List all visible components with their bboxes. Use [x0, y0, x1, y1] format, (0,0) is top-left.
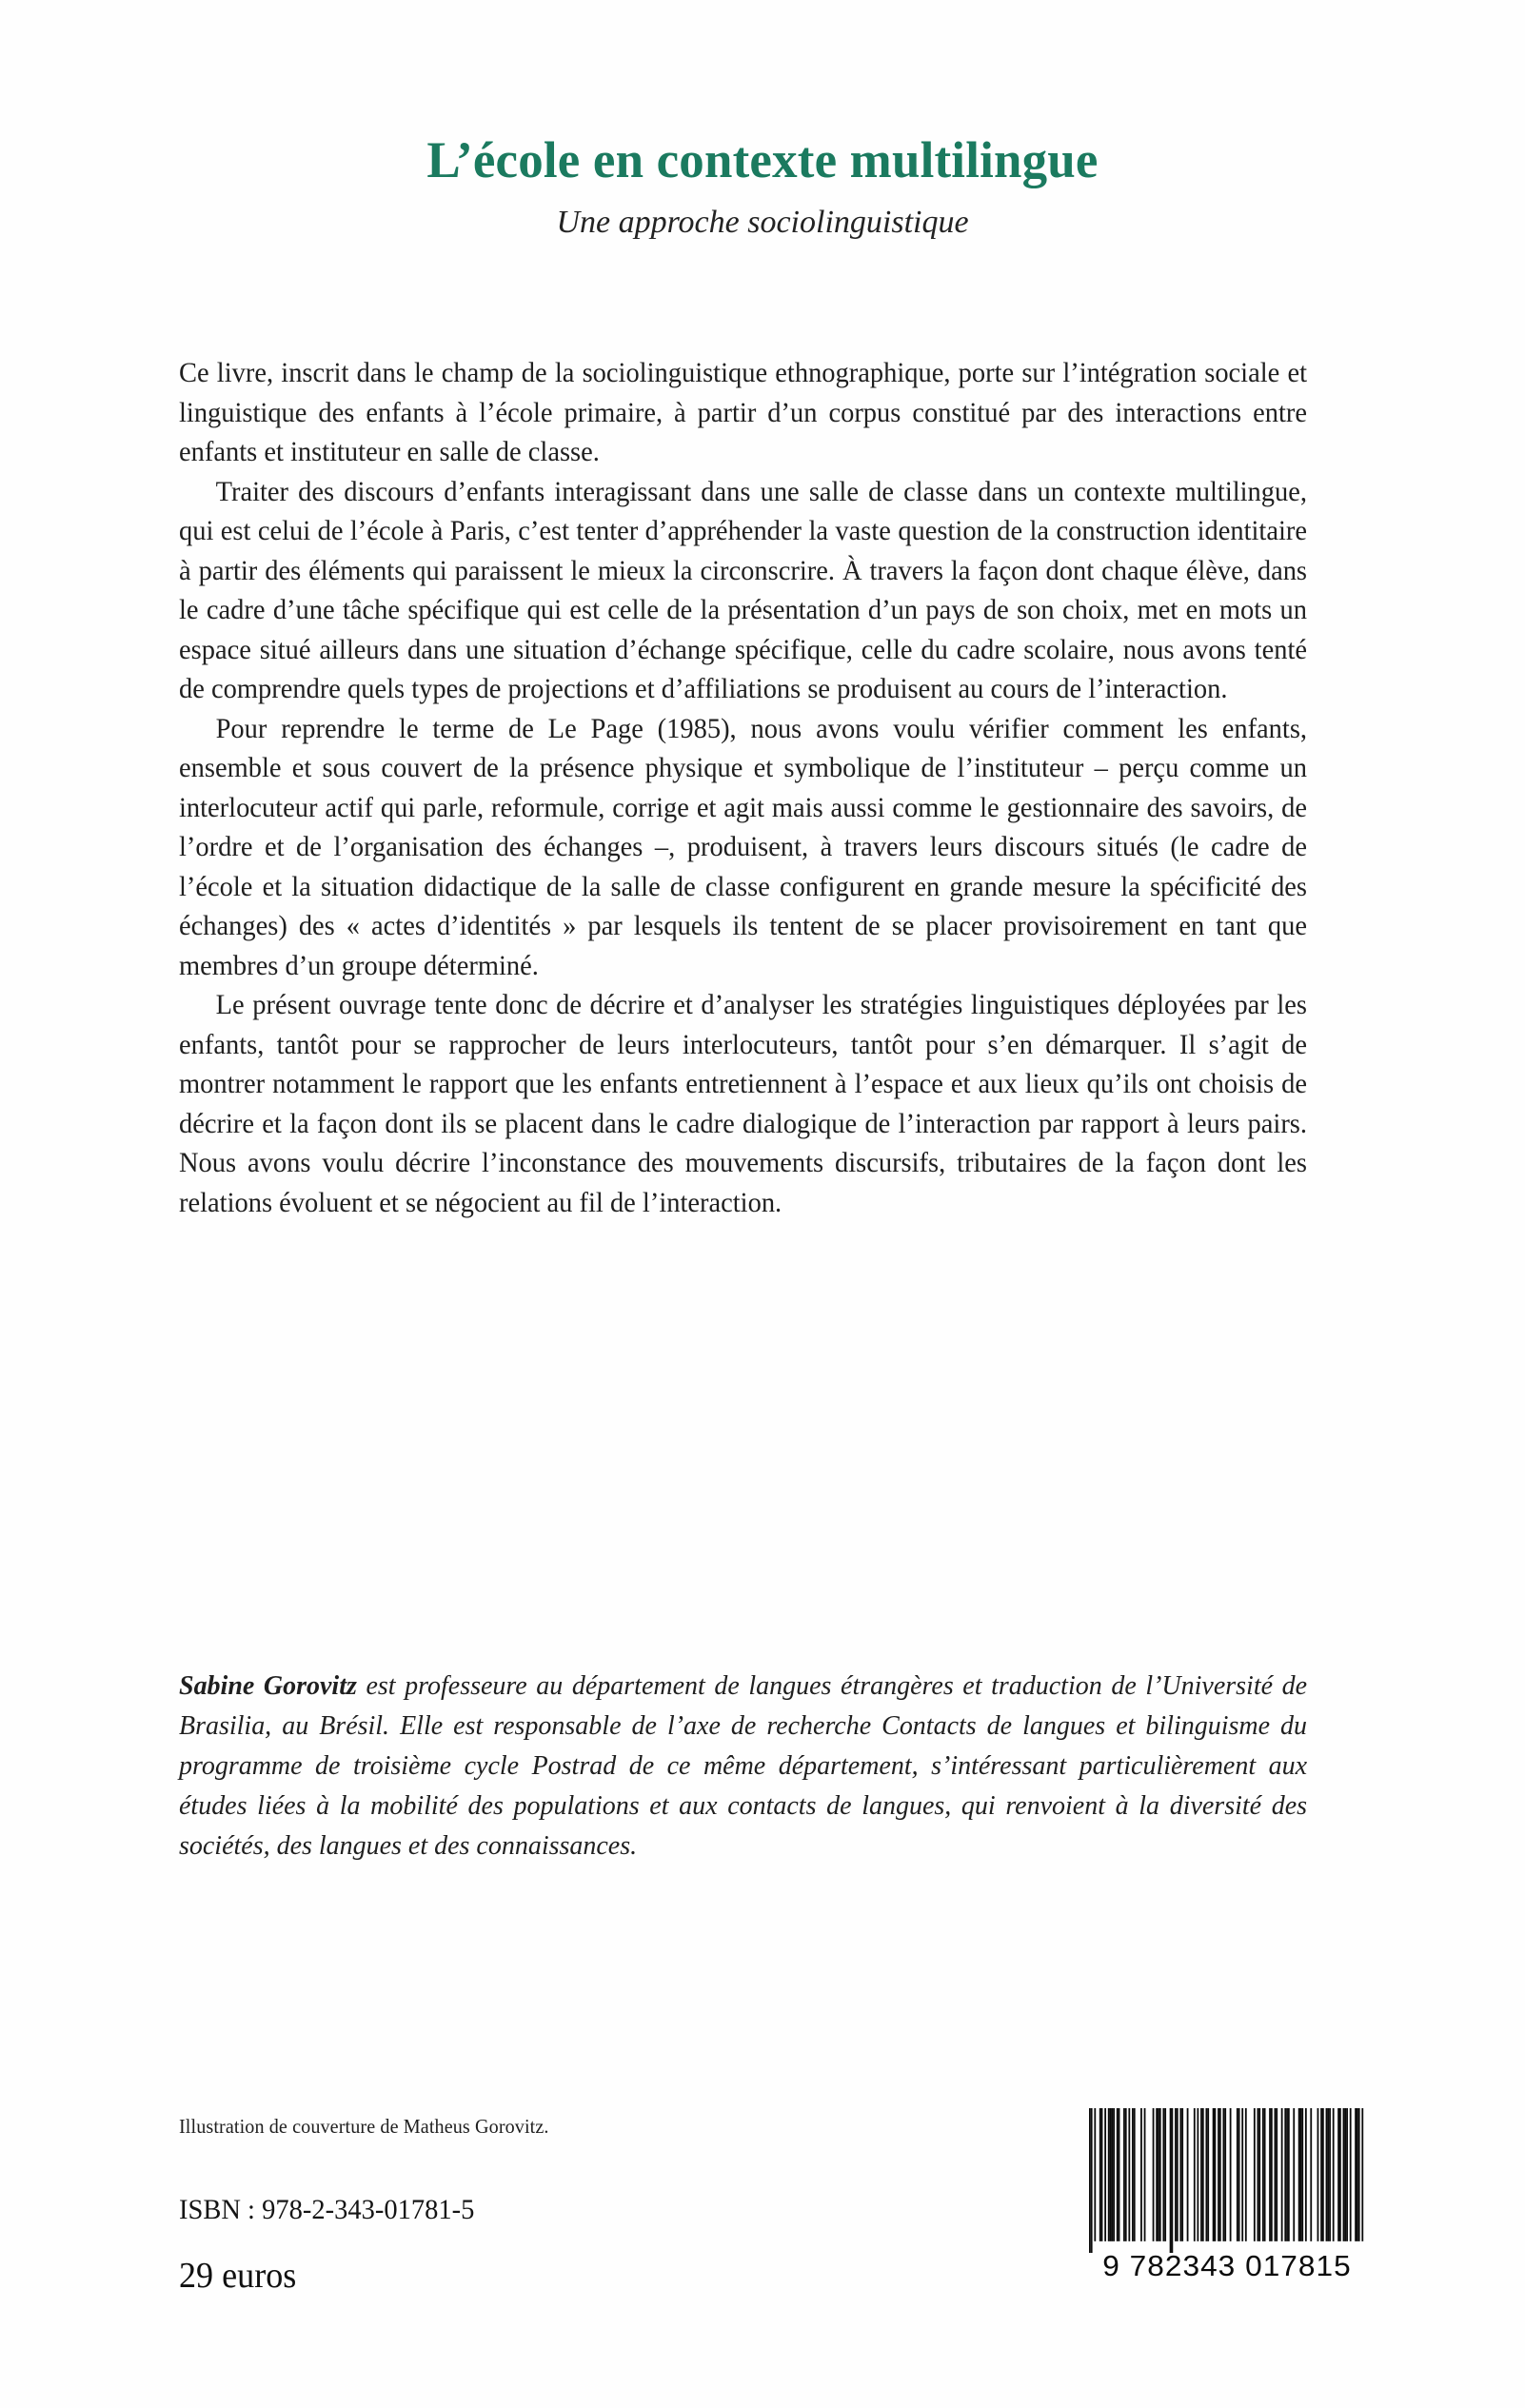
isbn-text: ISBN : 978-2-343-01781-5: [179, 2194, 475, 2225]
blurb-paragraph: Traiter des discours d’enfants interagissant dans une salle de classe dans un contexte multilingue, qui est celui de l’école à Paris, c’est tenter d’appréhender la vaste question de la construction identitaire à partir des éléments qui paraissent le mieux la circonscrire. À travers la façon dont chaque élève, dans le cadre d’une tâche spécifique qui est celle de la présentation d’un pays de son choix, met en mots un espace situé ailleurs dans une situation d’échange spécifique, celle du cadre scolaire, nous avons tenté de comprendre quels types de projections et d’affiliations se produisent au cours de l’interaction.: [179, 476, 1308, 704]
barcode-bars: [1089, 2108, 1365, 2253]
blurb-paragraph: Pour reprendre le terme de Le Page (1985), nous avons voulu vérifier comment les enfants, ensemble et sous couvert de la présence physique et symbolique de l’instituteur – perçu comme un interlocuteur actif qui parle, reformule, corrige et agit mais aussi comme le gestionnaire des savoirs, de l’ordre et de l’organisation des échanges –, produisent, à travers leurs discours situés (le cadre de l’école et la situation didactique de la salle de classe configurent en grande mesure la spécificité des échanges) des « actes d’identités » par lesquels ils tentent de se placer provisoirement en tant que membres d’un groupe déterminé.: [179, 713, 1308, 981]
author-bio-text: est professeure au département de langues étrangères et traduction de l’Université de Brasilia, au Brésil. Elle est responsable de l’axe de recherche Contacts de langues et bilinguisme du programme de troisième cycle Postrad de ce même département, s’intéressant particulièrement aux études liées à la mobilité des populations et aux contacts de langues, qui renvoient à la diversité des sociétés, des langues et des connaissances.: [179, 1670, 1308, 1861]
blurb-paragraph: Ce livre, inscrit dans le champ de la sociolinguistique ethnographique, porte sur l’intégration sociale et linguistique des enfants à l’école primaire, à partir d’un corpus constitué par des interactions entre enfants et instituteur en salle de classe.: [179, 358, 1308, 467]
blurb-paragraph: Le présent ouvrage tente donc de décrire et d’analyser les stratégies linguistiques déployées par les enfants, tantôt pour se rapprocher de leurs interlocuteurs, tantôt pour s’en démarquer. Il s’agit de montrer notamment le rapport que les enfants entretiennent à l’espace et aux lieux qu’ils ont choisis de décrire et la façon dont ils se placent dans le cadre dialogique de l’interaction par rapport à leurs pairs. Nous avons voulu décrire l’inconstance des mouvements discursifs, tributaires de la façon dont les relations évoluent et se négocient au fil de l’interaction.: [179, 990, 1308, 1218]
author-name: Sabine Gorovitz: [179, 1670, 357, 1701]
title-block: [0, 133, 1525, 240]
blurb-text: [179, 354, 1307, 1223]
barcode: [1089, 2108, 1365, 2283]
price-text: 29 euros: [179, 2256, 297, 2296]
author-biography: [179, 1666, 1307, 1865]
cover-illustration-credit: Illustration de couverture de Matheus Gorovitz.: [179, 2115, 549, 2138]
page-title: L’école en contexte multilingue: [426, 131, 1099, 188]
page-subtitle: Une approche sociolinguistique: [556, 204, 969, 240]
barcode-digits: 9 782343 017815: [1102, 2249, 1352, 2282]
